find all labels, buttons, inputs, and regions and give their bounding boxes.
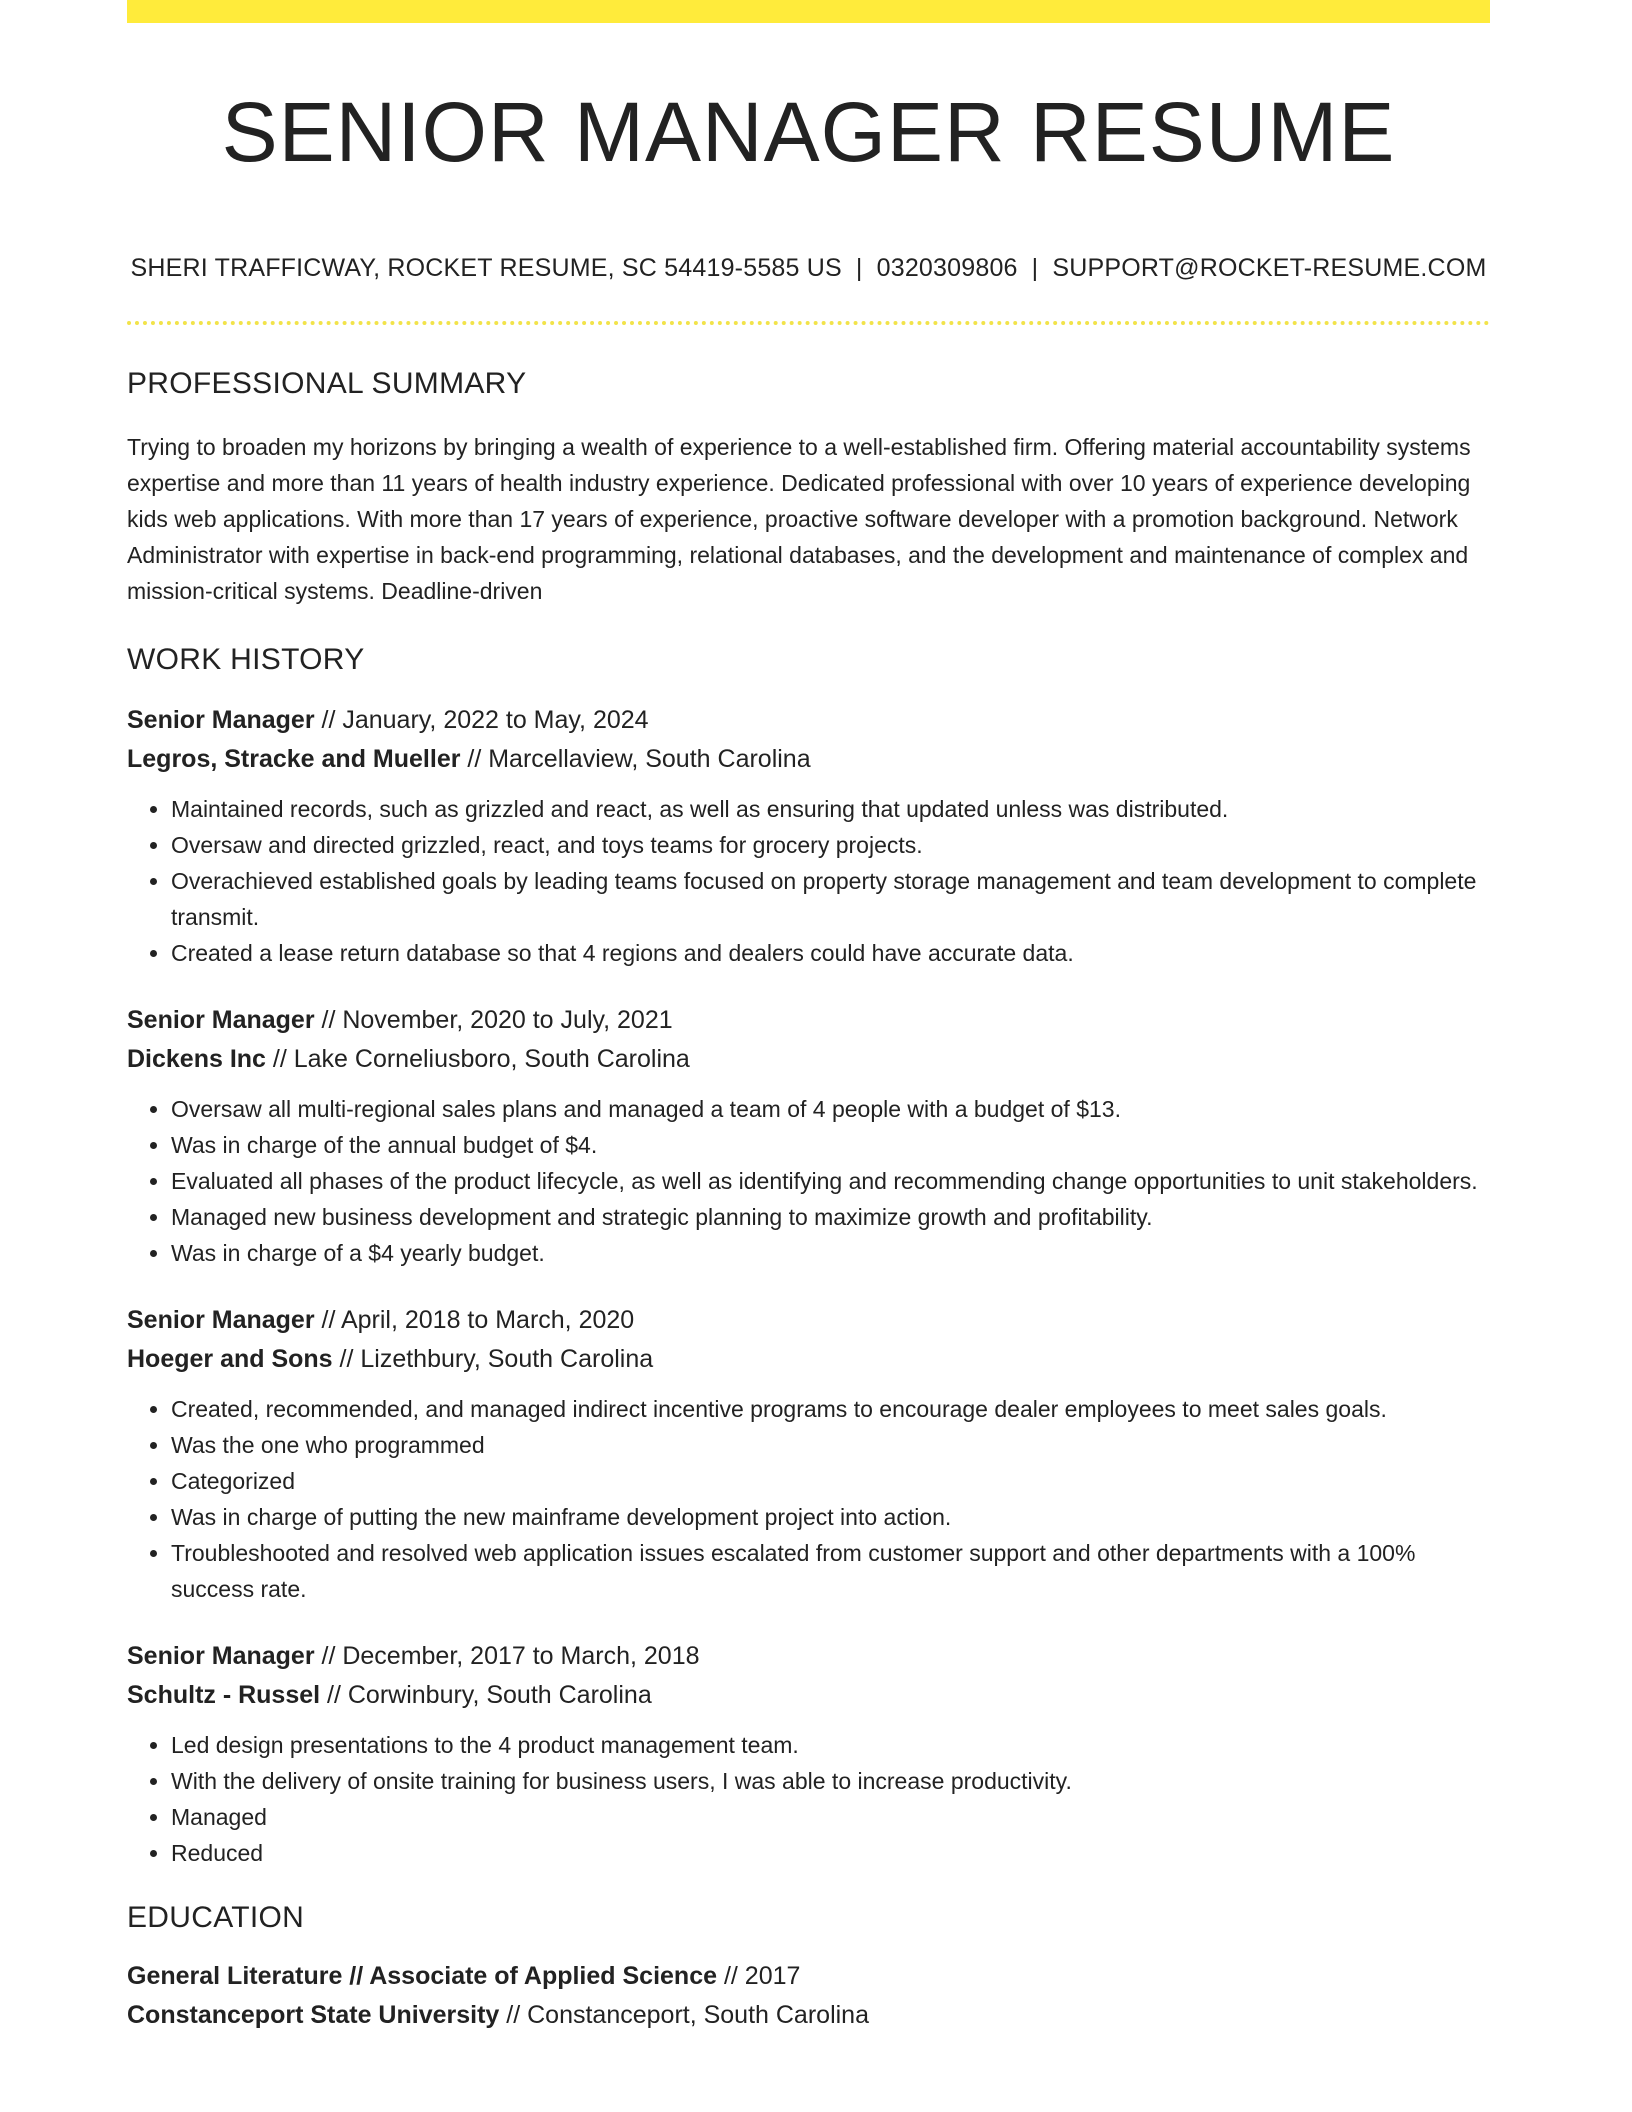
job-dates: // January, 2022 to May, 2024 (314, 706, 649, 734)
job-bullets (127, 1091, 1490, 1271)
job-title: Senior Manager (127, 1306, 315, 1334)
contact-separator: | (1031, 254, 1039, 282)
summary-heading: PROFESSIONAL SUMMARY (127, 367, 527, 400)
education-degree: General Literature // Associate of Applied Science (127, 1962, 718, 1990)
education-school: Constanceport State University (127, 2001, 500, 2029)
job-title: Senior Manager (127, 1642, 315, 1670)
contact-phone: 0320309806 (876, 254, 1018, 282)
job-bullets (127, 1391, 1490, 1607)
list-item: • Troubleshooted and resolved web application issues escalated from customer support and other departments with a 100% success rate. (171, 1535, 1490, 1607)
job-bullets (127, 791, 1490, 971)
list-item: • Created, recommended, and managed indirect incentive programs to encourage dealer employees to meet sales goals. (171, 1391, 1490, 1427)
list-item: • Was in charge of a $4 yearly budget. (171, 1235, 1490, 1271)
job-title-line (127, 1301, 1490, 1340)
page-title: SENIOR MANAGER RESUME (221, 85, 1396, 179)
job-entry (127, 1637, 1490, 1871)
list-item: • Managed (171, 1799, 1490, 1835)
job-location: // Lake Corneliusboro, South Carolina (265, 1045, 690, 1073)
education-entry (127, 1957, 1490, 2035)
job-location: // Marcellaview, South Carolina (460, 745, 811, 773)
top-accent-bar (127, 0, 1490, 23)
job-entry (127, 701, 1490, 971)
list-item: • Oversaw all multi-regional sales plans and managed a team of 4 people with a budget of $13. (171, 1091, 1490, 1127)
job-title-line (127, 1637, 1490, 1676)
list-item: • Was in charge of the annual budget of $4. (171, 1127, 1490, 1163)
job-location: // Corwinbury, South Carolina (320, 1681, 652, 1709)
job-company: Legros, Stracke and Mueller (127, 745, 461, 773)
job-bullets (127, 1727, 1490, 1871)
list-item: • Was in charge of putting the new mainframe development project into action. (171, 1499, 1490, 1535)
job-dates: // April, 2018 to March, 2020 (314, 1306, 635, 1334)
list-item: • Created a lease return database so that 4 regions and dealers could have accurate data. (171, 935, 1490, 971)
job-dates: // December, 2017 to March, 2018 (314, 1642, 700, 1670)
list-item: • Overachieved established goals by leading teams focused on property storage management and team development to complete transmit. (171, 863, 1490, 935)
job-company: Hoeger and Sons (127, 1345, 333, 1373)
job-company-line (127, 740, 1490, 779)
job-location: // Lizethbury, South Carolina (332, 1345, 654, 1373)
contact-address: SHERI TRAFFICWAY, ROCKET RESUME, SC 54419-5585 US (130, 254, 842, 282)
list-item: • Oversaw and directed grizzled, react, and toys teams for grocery projects. (171, 827, 1490, 863)
contact-line (127, 254, 1490, 283)
job-title-line (127, 701, 1490, 740)
job-title: Senior Manager (127, 706, 315, 734)
list-item: • Evaluated all phases of the product lifecycle, as well as identifying and recommending change opportunities to unit stakeholders. (171, 1163, 1490, 1199)
job-company: Schultz - Russel (127, 1681, 321, 1709)
list-item: • Was the one who programmed (171, 1427, 1490, 1463)
job-company-line (127, 1040, 1490, 1079)
list-item: • With the delivery of onsite training for business users, I was able to increase productivity. (171, 1763, 1490, 1799)
resume-page (127, 0, 1490, 2035)
job-company: Dickens Inc (127, 1045, 266, 1073)
job-company-line (127, 1340, 1490, 1379)
contact-separator: | (855, 254, 863, 282)
contact-email: SUPPORT@ROCKET-RESUME.COM (1052, 254, 1487, 282)
list-item: • Led design presentations to the 4 product management team. (171, 1727, 1490, 1763)
education-degree-line (127, 1957, 1490, 1996)
job-company-line (127, 1676, 1490, 1715)
list-item: • Managed new business development and strategic planning to maximize growth and profitability. (171, 1199, 1490, 1235)
job-title-line (127, 1001, 1490, 1040)
list-item: • Maintained records, such as grizzled and react, as well as ensuring that updated unless was distributed. (171, 791, 1490, 827)
job-entry (127, 1001, 1490, 1271)
job-dates: // November, 2020 to July, 2021 (314, 1006, 673, 1034)
job-title: Senior Manager (127, 1006, 315, 1034)
education-location: // Constanceport, South Carolina (499, 2001, 869, 2029)
work-history-heading: WORK HISTORY (127, 643, 365, 676)
list-item: • Reduced (171, 1835, 1490, 1871)
education-year: // 2017 (717, 1962, 801, 1990)
summary-text: Trying to broaden my horizons by bringing a wealth of experience to a well-established firm. Offering material accountability systems expertise and more than 11 years of health industry experience. Dedicated professional with over 10 years of experience developing kids web applications. With more than 17 years of experience, proactive software developer with a promotion background. Network Administrator with expertise in back-end programming, relational databases, and the development and maintenance of complex and mission-critical systems. Deadline-driven (127, 434, 1471, 604)
job-entry (127, 1301, 1490, 1607)
education-heading: EDUCATION (127, 1901, 305, 1934)
dotted-divider (127, 321, 1490, 325)
list-item: • Categorized (171, 1463, 1490, 1499)
education-school-line (127, 1996, 1490, 2035)
